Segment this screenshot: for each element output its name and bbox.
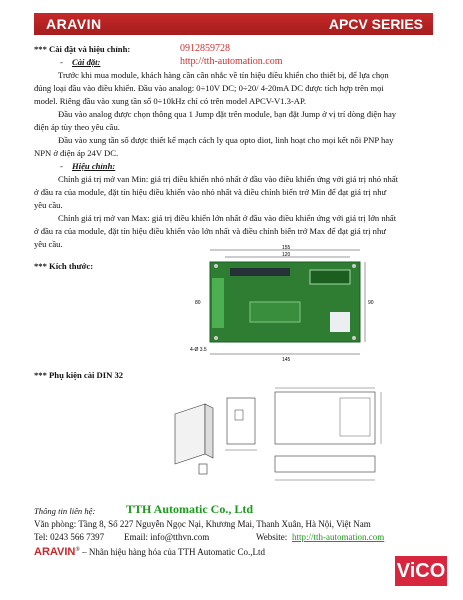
brand-name: ARAVIN [46,16,102,32]
install-title: *** Cài đặt và hiệu chỉnh: [34,44,131,54]
vico-logo: ViCO [395,556,447,586]
ic-chip [230,268,290,276]
capacitor [330,312,350,332]
dims-title: *** Kích thước: [34,261,94,271]
calib-line-4: Chỉnh giá trị mở van Max: giá trị điều khiển lớn nhất ở đầu vào điều khiển ứng với giá trị lớn nhất [58,213,397,223]
din-rail-drawing [155,384,415,492]
circuit-area [250,302,300,322]
calib-line-5: ở đầu ra của module, đặt tín hiệu điều khiển vào lớn nhất và điều chỉnh biến trở Max để đạt giá trị như [34,226,386,236]
pcb-dimension-drawing [190,242,390,364]
install-sub-dash: - [60,57,66,67]
contact-label: Thông tin liên hệ: [34,506,96,516]
trademark-text: – Nhãn hiệu hàng hóa của TTH Automatic Co.,Ltd [82,547,265,557]
dim-w1: 155 [282,245,291,251]
relay-component [310,270,350,284]
mount-hole [352,264,356,268]
mount-hole [214,336,218,340]
din-title: *** Phụ kiện cài DIN 32 [34,370,124,380]
install-line-5: điện áp tùy theo yêu cầu. [34,122,120,132]
header-banner [34,13,433,35]
dim-h2: 90 [368,300,374,306]
install-link[interactable]: http://tth-automation.com [180,56,283,67]
install-line-6: Đầu vào xung tần số được thiết kế mạch cách ly qua opto diot, linh hoạt cho mọi kết nối PNP hay [58,135,394,145]
dim-h1: 80 [195,300,201,306]
series-name: APCV SERIES [328,16,423,32]
terminal-block [212,278,224,328]
trademark-line [34,544,265,558]
calib-dash: - [60,161,66,171]
calib-line-1: Chỉnh giá trị mở van Min: giá trị điều khiển nhỏ nhất ở đầu vào điều khiển ứng với giá trị nhỏ nhất [58,174,399,184]
office-address: Văn phòng: Tầng 8, Số 227 Nguyễn Ngọc Nại, Khương Mai, Thanh Xuân, Hà Nội, Việt Nam [34,519,371,529]
website-link[interactable]: http://tth-automation.com [292,532,385,542]
calib-line-3: yêu cầu. [34,200,63,210]
install-subtitle: Cài đặt: [72,57,101,67]
install-line-2: đúng loại đầu vào điều khiển. Đầu vào analog: 0÷10V DC; 0÷20/ 4-20mA DC được tích hợp trên mọi [34,83,384,93]
calib-line-6: yêu cầu. [34,239,63,249]
registered-mark: ® [75,547,80,553]
dim-w2: 120 [282,252,291,258]
mount-hole [214,264,218,268]
email[interactable]: Email: info@tthvn.com [124,532,210,542]
install-line-1: Trước khi mua module, khách hàng cần cân nhắc về tín hiệu điều khiển cho thiết bị, để lựa chọn [58,70,389,80]
calib-subtitle: Hiệu chỉnh: [72,161,116,171]
install-line-4: Đầu vào analog được chọn thông qua 1 Jump đặt trên module, bạn đặt Jump ở vị trí dòng điện hay [58,109,397,119]
calib-line-2: ở đầu ra của module, đặt tín hiệu điều khiển vào nhỏ nhất và điều chỉnh biến trở Min để đạt giá trị như [34,187,387,197]
aravin-brand: ARAVIN [34,546,76,558]
website-label: Website: [256,532,288,542]
dim-hole: 4-Ø 3.5 [190,347,207,353]
din-front-view [227,398,255,444]
din-bottom-view [275,456,375,472]
dim-w3: 145 [282,357,291,363]
phone-number: 0912859728 [180,43,230,54]
tel: Tel: 0243 566 7397 [34,532,105,542]
mount-hole [352,336,356,340]
din-bracket-3d [175,404,205,464]
company-name: TTH Automatic Co., Ltd [126,502,254,516]
install-line-3: model. Riêng đầu vào xung tần số 0÷10kHz chỉ có trên model APCV-V1.3-AP. [34,96,306,106]
install-line-7: NPN ở điện áp 24V DC. [34,148,119,158]
